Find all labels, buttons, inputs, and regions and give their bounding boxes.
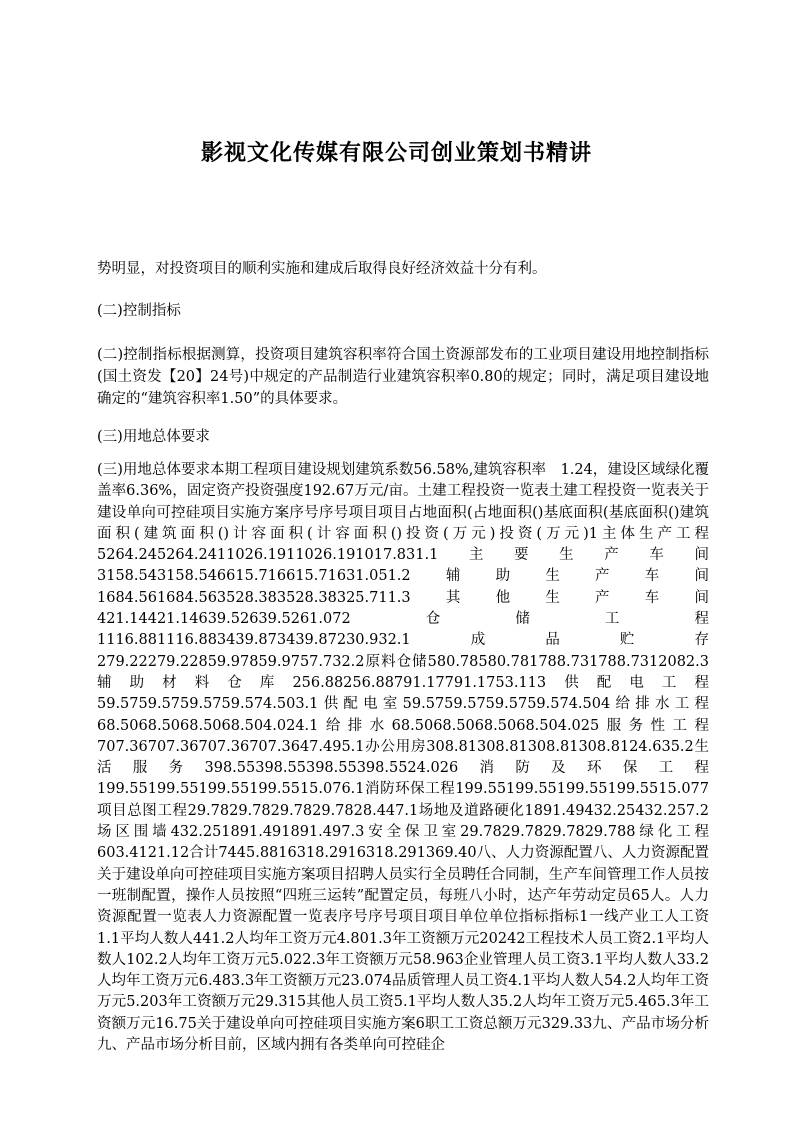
document-title: 影视文化传媒有限公司创业策划书精讲 [200, 141, 592, 166]
paragraph-land: (三)用地总体要求本期工程项目建设规划建筑系数56.58%,建筑容积率 1.24，建设区域绿化覆盖率6.36%，固定资产投资强度192.67万元/亩。土建工程投资一览表土建工程投资一览表关于建设单向可控硅项目实施方案序号序号项目项目占地面积(占地面积()基底面积(基底面积()建筑面积(建筑面积()计容面积(计容面积()投资(万元)投资(万元)1主体生产工程5264.245264.2411026.1911026.191017.831.1主要生产车间3158.543158.546615.716615.71631.051.2辅助生产车间1684.561684.563528.383528.38325.711.3其他生产车间421.14421.14639.52639.5261.072仓储工程1116.881116.883439.873439.87230.932.1成品贮存279.22279.22859.97859.9757.732.2原料仓储580.78580.781788.731788.7312082.3辅助材料仓库256.88256.88791.17791.1753.113供配电工程59.5759.5759.5759.574.503.1供配电室59.5759.5759.5759.574.504给排水工程68.5068.5068.5068.504.024.1给排水68.5068.5068.5068.504.025服务性工程707.36707.36707.36707.3647.495.1办公用房308.81308.81308.81308.8124.635.2生活服务398.55398.55398.55398.5524.026消防及环保工程199.55199.55199.55199.5515.076.1消防环保工程199.55199.55199.55199.5515.077项目总图工程29.7829.7829.7829.7828.447.1场地及道路硬化1891.49432.25432.257.2场区围墙432.251891.491891.497.3安全保卫室29.7829.7829.7829.788绿化工程603.4121.12合计7445.8816318.2916318.291369.40八、人力资源配置八、人力资源配置关于建设单向可控硅项目实施方案项目招聘人员实行全员聘任合同制，生产车间管理工作人员按一班制配置，操作人员按照“四班三运转”配置定员，每班八小时，达产年劳动定员65人。人力资源配置一览表人力资源配置一览表序号序号项目项目单位单位指标指标1一线产业工人工资1.1平均人数人441.2人均年工资万元4.801.3年工资额万元20242工程技术人员工资2.1平均人数人102.2人均年工资万元5.022.3年工资额万元58.963企业管理人员工资3.1平均人数人33.2人均年工资万元6.483.3年工资额万元23.074品质管理人员工资4.1平均人数人54.2人均年工资万元5.203年工资额万元29.315其他人员工资5.1平均人数人35.2人均年工资万元5.465.3年工资额万元16.75关于建设单向可控硅项目实施方案6职工工资总额万元329.33九、产品市场分析九、产品市场分析目前，区域内拥有各类单向可控硅企 [97, 462, 709, 1054]
section-heading-control: (二)控制指标 [97, 303, 181, 319]
paragraph-control: (二)控制指标根据测算，投资项目建筑容积率符合国土资源部发布的工业项目建设用地控制指标(国土资发【20】24号)中规定的产品制造行业建筑容积率0.80的规定；同时，满足项目建设地确定的“建筑容积率1.50”的具体要求。 [97, 347, 709, 407]
section-heading-land: (三)用地总体要求 [97, 429, 210, 445]
paragraph-intro: 势明显，对投资项目的顺利实施和建成后取得良好经济效益十分有利。 [97, 261, 547, 277]
